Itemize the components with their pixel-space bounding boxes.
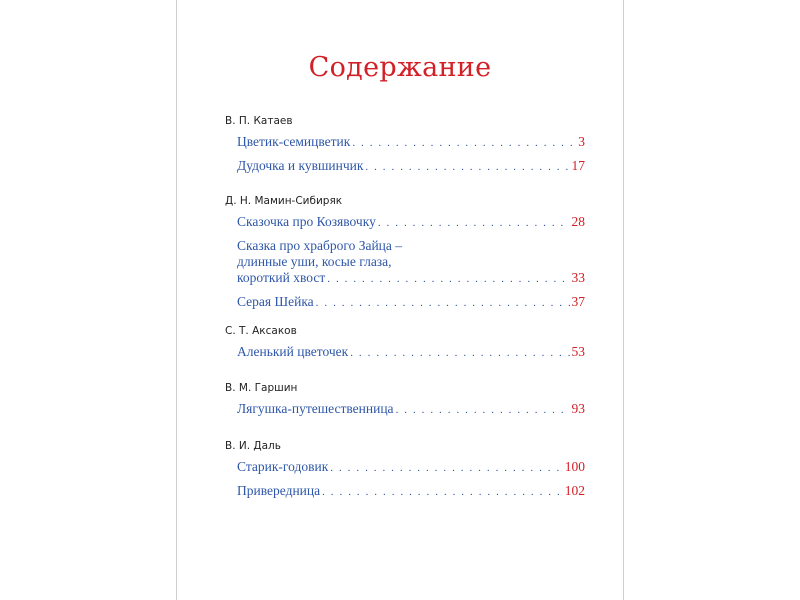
toc-entry-title: Старик-годовик	[237, 459, 329, 474]
toc-entry[interactable]	[237, 294, 585, 311]
leader-dots	[352, 135, 576, 151]
section-aksakov	[225, 324, 589, 368]
leader-dots	[396, 402, 570, 418]
toc-entry-title: Аленький цветочек	[237, 344, 349, 359]
toc-entry[interactable]	[237, 401, 585, 418]
toc-entry[interactable]	[237, 344, 585, 361]
author-name: В. И. Даль	[225, 440, 281, 452]
leader-dots	[316, 295, 570, 311]
leader-dots	[322, 484, 563, 500]
toc-list	[225, 401, 589, 418]
toc-list	[225, 459, 589, 500]
leader-dots	[365, 159, 569, 175]
toc-entry[interactable]	[237, 459, 585, 476]
toc-entry-title: Серая Шейка	[237, 294, 314, 309]
book-page	[176, 0, 624, 600]
toc-entry-title-line: короткий хвост	[237, 270, 326, 285]
page-title: Содержание	[308, 52, 492, 83]
toc-list	[225, 134, 589, 175]
toc-entry[interactable]	[237, 238, 585, 287]
author-name: Д. Н. Мамин-Сибиряк	[225, 195, 343, 207]
author-name: С. Т. Аксаков	[225, 325, 297, 337]
toc-page-number: 100	[564, 459, 585, 474]
toc-page-number: 28	[571, 214, 585, 229]
section-garshin	[225, 381, 589, 425]
author-name: В. М. Гаршин	[225, 382, 298, 394]
section-dal	[225, 439, 589, 507]
toc-page-number: 102	[564, 483, 585, 498]
toc-page-number: 17	[571, 158, 585, 173]
toc-entry[interactable]	[237, 483, 585, 500]
leader-dots	[350, 345, 569, 361]
toc-entry[interactable]	[237, 158, 585, 175]
toc-page-number: 37	[571, 294, 585, 309]
toc-entry-title: Цветик-семицветик	[237, 134, 351, 149]
toc-entry-title: Привередница	[237, 483, 321, 498]
toc-entry[interactable]	[237, 214, 585, 231]
author-name: В. П. Катаев	[225, 115, 293, 127]
leader-dots	[327, 271, 569, 287]
toc-page-number: 33	[571, 270, 585, 285]
toc-entry-title-line: Сказка про храброго Зайца –	[237, 238, 403, 253]
leader-dots	[330, 460, 562, 476]
toc-list	[225, 214, 589, 311]
toc-entry-title: Сказочка про Козявочку	[237, 214, 376, 229]
toc-entry-title-line: длинные уши, косые глаза,	[237, 254, 392, 269]
section-mamin-sibiryak	[225, 194, 589, 318]
toc-page-number: 53	[571, 344, 585, 359]
toc-page-number: 3	[578, 134, 585, 149]
leader-dots	[378, 215, 570, 231]
toc-page-number: 93	[571, 401, 585, 416]
section-kataev	[225, 114, 589, 182]
toc-list	[225, 344, 589, 361]
toc-entry-title: Лягушка-путешественница	[237, 401, 394, 416]
toc-entry-title: Дудочка и кувшинчик	[237, 158, 364, 173]
toc-entry[interactable]	[237, 134, 585, 151]
